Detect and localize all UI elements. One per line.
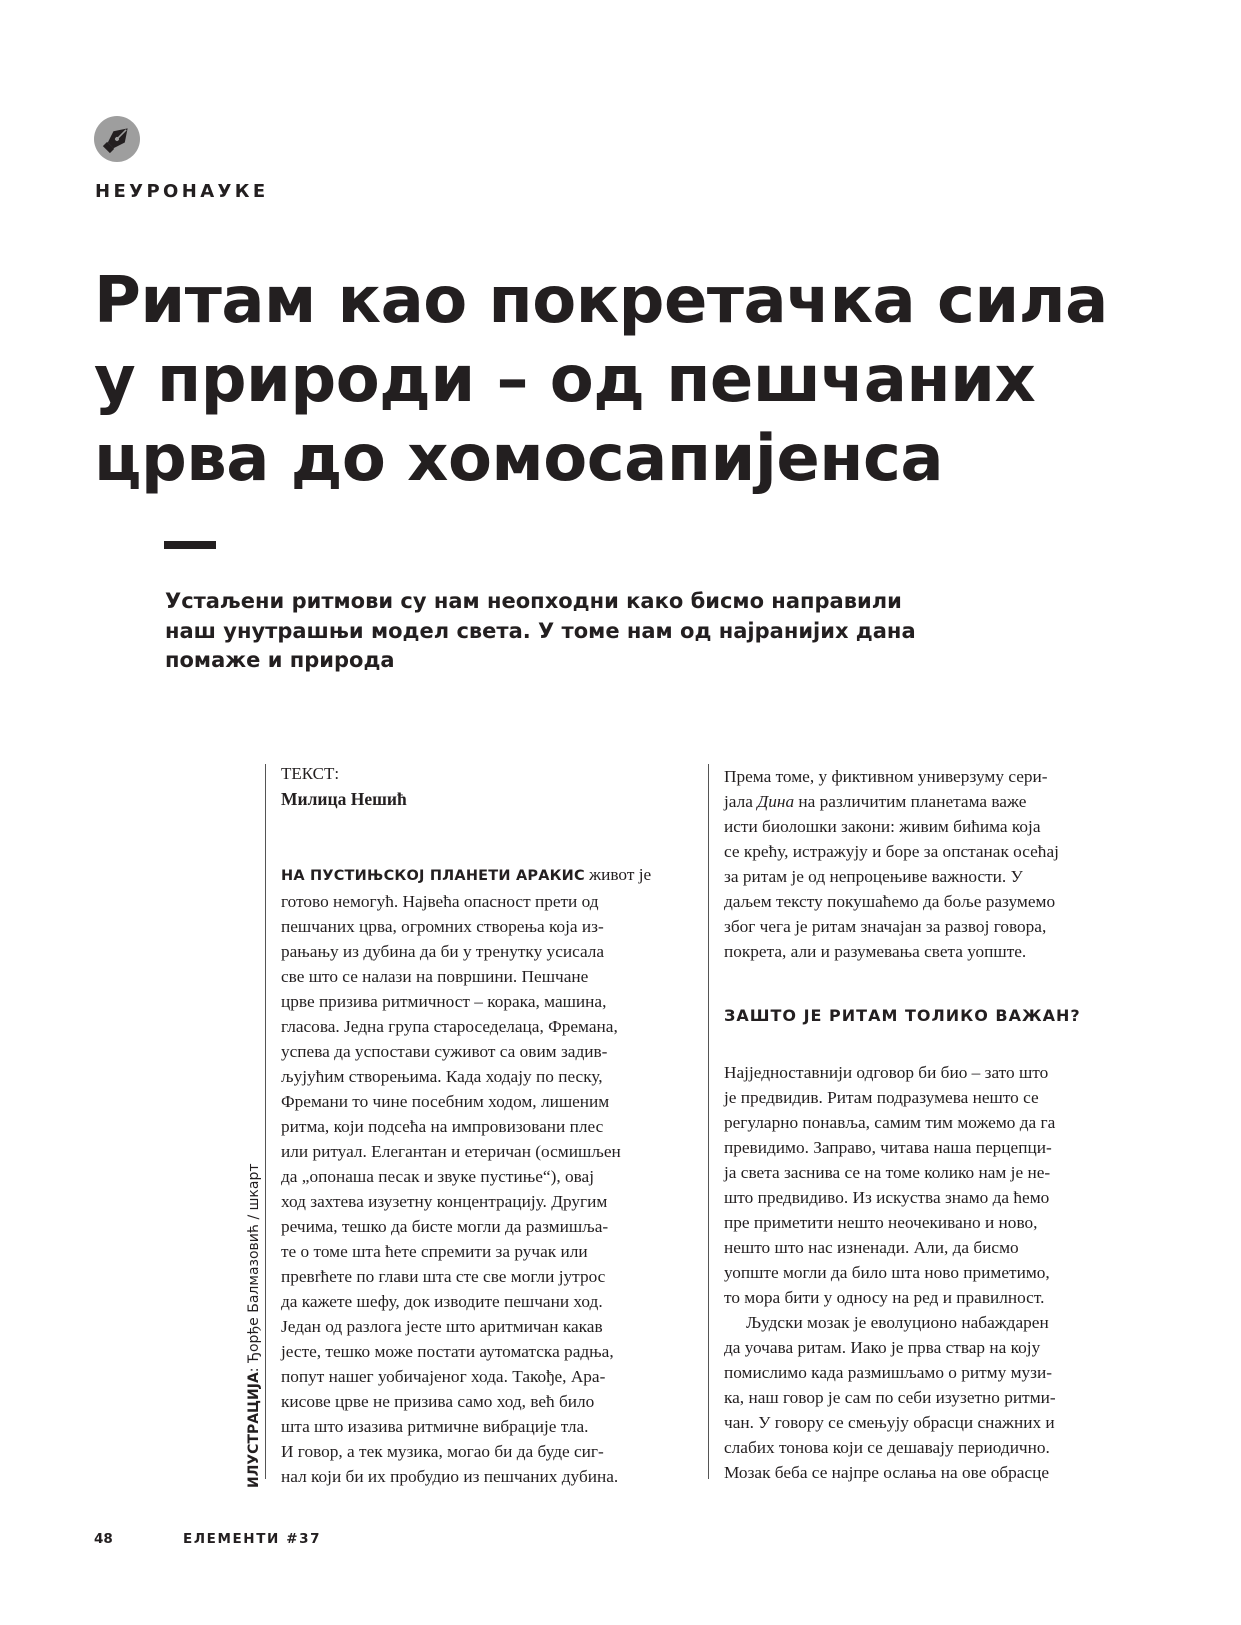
column-rule-middle [708,764,709,1479]
lede-line: Устаљени ритмови су нам неопходни како бисмо направили [165,589,902,613]
body-line: је предвидив. Ритам подразумева нешто се [724,1088,1039,1107]
body-line: Према томе, у фиктивном универзуму сери- [724,767,1048,786]
body-line: Људски мозак је еволуционо набаждарен [746,1313,1049,1332]
body-line: да „опонаша песак и звуке пустиње“), овај [281,1167,595,1186]
page-number: 48 [94,1531,113,1547]
body-line: слабих тонова који се дешавају периодично. [724,1438,1050,1457]
body-line: чан. У говору се смењују обрасци снажних и [724,1413,1055,1432]
body-line: пешчаних црва, огромних створења која из- [281,917,604,936]
lede-line: помаже и природа [165,648,395,672]
title-divider [164,541,216,549]
body-line: исти биолошки закони: живим бићима која [724,817,1041,836]
body-column-2 [724,764,1134,964]
body-line: да кажете шефу, док изводите пешчани ход. [281,1292,603,1311]
body-line: нешто што нас изненади. Али, да бисмо [724,1238,1019,1257]
byline-author: Милица Нешић [281,789,407,809]
credit-label: ИЛУСТРАЦИЈА [246,1372,262,1488]
body-line: пре приметити нешто неочекивано и ново, [724,1213,1038,1232]
body-line: црве призива ритмичност – корака, машина, [281,992,607,1011]
body-line: Један од разлога јесте што аритмичан какав [281,1317,603,1336]
body-line: Најједноставнији одговор би био – зато што [724,1063,1049,1082]
body-line: због чега је ритам значајан за развој говора, [724,917,1047,936]
article-title [94,262,1174,499]
body-line: помислимо када размишљамо о ритму музи- [724,1363,1052,1382]
body-line: речима, тешко да бисте могли да размишља- [281,1217,609,1236]
section-label: НЕУРОНАУКЕ [95,181,269,202]
body-column-2-continued [724,1060,1134,1485]
body-line: успева да успостави суживот са овим задив- [281,1042,608,1061]
body-line: ритма, који подсећа на импровизовани плес [281,1117,604,1136]
body-line: НА ПУСТИЊСКОЈ ПЛАНЕТИ АРАКИС живот је [281,865,652,884]
body-line: то мора бити у односу на ред и правилност. [724,1288,1045,1307]
body-line: јала Дина на различитим планетама важе [724,792,1027,811]
subheading: ЗАШТО ЈЕ РИТАМ ТОЛИКО ВАЖАН? [724,1006,1081,1025]
body-line: кисове црве не призива само ход, већ било [281,1392,595,1411]
body-line: те о томе шта ћете спремити за ручак или [281,1242,588,1261]
body-column-1 [281,862,694,1489]
body-line: Фремани то чине посебним ходом, лишеним [281,1092,610,1111]
body-line: да уочава ритам. Иако је прва ствар на коју [724,1338,1041,1357]
body-line: ка, наш говор је сам по себи изузетно ритми- [724,1388,1056,1407]
body-line: превидимо. Заправо, читава наша перцепци- [724,1138,1052,1157]
body-line: попут нашег уобичајеног хода. Такође, Ара- [281,1367,606,1386]
lede-line: наш унутрашњи модел света. У томе нам од најранијих дана [165,618,916,643]
body-line: даљем тексту покушаћемо да боље разумемо [724,892,1056,911]
body-line: готово немогућ. Највећа опасност прети од [281,892,599,911]
body-line: шта што изазива ритмичне вибрације тла. [281,1417,589,1436]
magazine-name: ЕЛЕМЕНТИ #37 [183,1531,322,1547]
body-line: ход захтева изузетну концентрацију. Другим [281,1192,608,1211]
body-line: уопште могли да било шта ново приметимо, [724,1263,1050,1282]
body-line: превrћете по глави шта сте све могли јутрос [281,1267,606,1286]
lead-in: НА ПУСТИЊСКОЈ ПЛАНЕТИ АРАКИС [281,868,585,884]
body-line: се крећу, истражују и боре за опстанак осећај [724,842,1059,861]
body-line: љујућим створењима. Када ходају по песку, [281,1067,603,1086]
credit-text: : Ђорђе Балмазовић / шкарт [246,1163,262,1373]
body-line: ја света заснива се на томе колико нам је не- [724,1163,1051,1182]
body-line: за ритам је од непроцењиве важности. У [724,867,1023,886]
title-line: Ритам као покретачка сила [94,264,1108,338]
lede [165,587,945,676]
title-line: црва до хомосапијенса [94,422,944,496]
pen-nib-icon [94,116,140,162]
italic-title: Дина [757,792,795,811]
title-line: у природи – од пешчаних [94,343,1036,417]
body-line: нал који би их пробудио из пешчаних дубина. [281,1467,619,1486]
body-line: регуларно понавља, самим тим можемо да га [724,1113,1056,1132]
illustration-credit [246,1163,262,1488]
body-line: рањању из дубина да би у тренутку усисала [281,942,605,961]
body-line: И говор, а тек музика, могао би да буде сиг- [281,1442,604,1461]
body-line: гласова. Једна група староседелаца, Фремана, [281,1017,618,1036]
byline-label: ТЕКСТ: [281,764,340,783]
body-line: покрета, али и разумевања света уопште. [724,942,1027,961]
body-line: или ритуал. Елегантан и етеричан (осмишљен [281,1142,621,1161]
column-rule-left [265,764,266,1479]
body-line: јесте, тешко може постати аутоматска радња, [281,1342,614,1361]
body-line: што предвидиво. Из искуства знамо да ћемо [724,1188,1050,1207]
body-line: све што се налази на површини. Пешчане [281,967,589,986]
body-line: Мозак беба се најпре ослања на ове обрасце [724,1463,1050,1482]
